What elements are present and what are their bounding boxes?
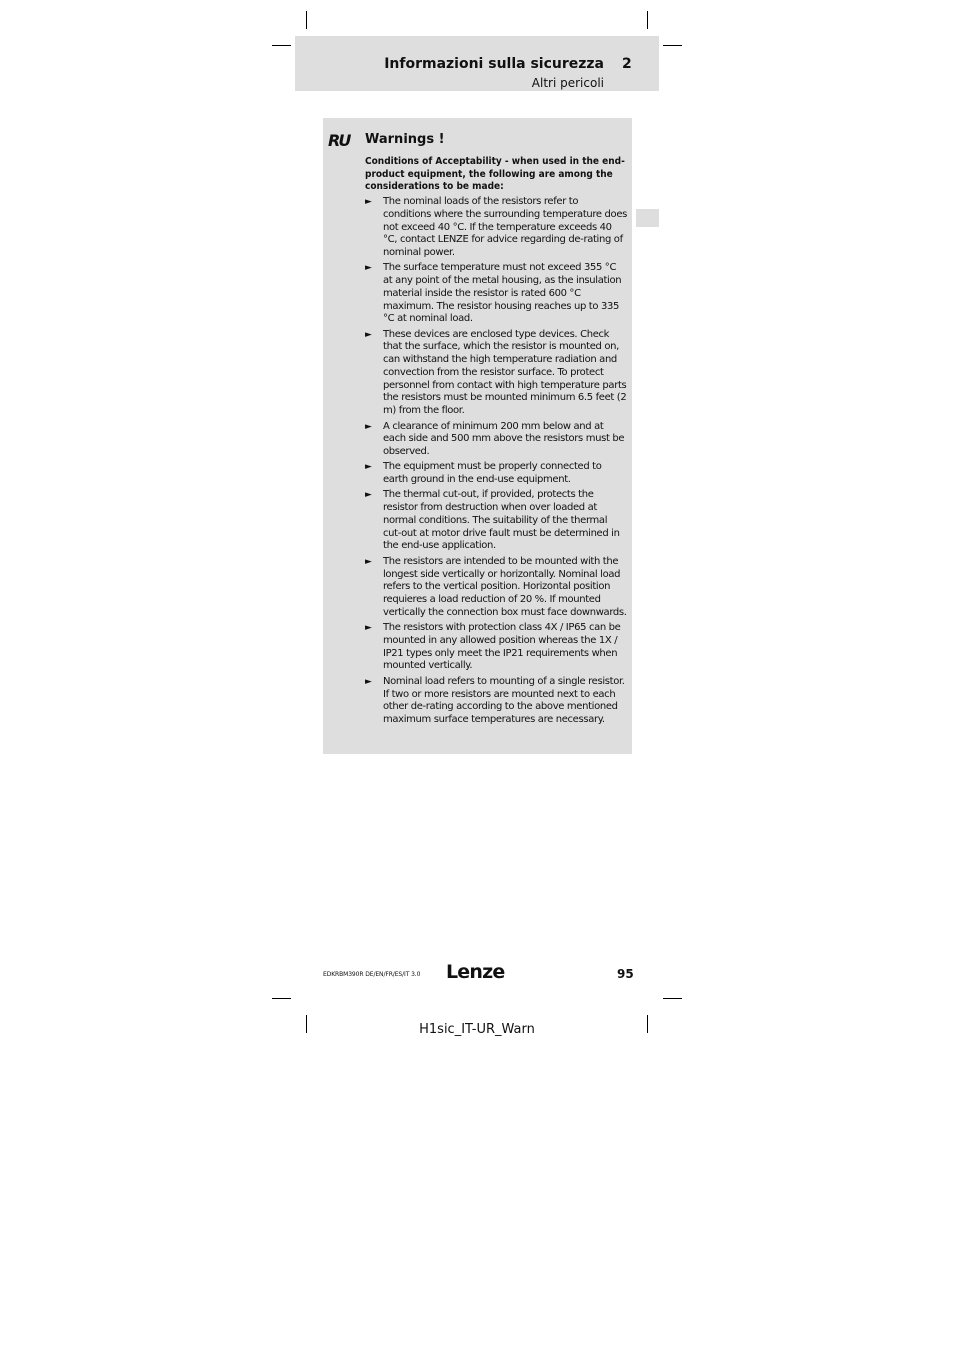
crop-mark-top-left-h (272, 45, 291, 46)
list-item (365, 556, 627, 620)
document-id: EDKRBM390R DE/EN/FR/ES/IT 3.0 (323, 971, 421, 978)
crop-mark-top-right (647, 11, 648, 29)
list-item-text: Nominal load refers to mounting of a single resistor. If two or more resistors are mounted next to each other de-rating according to the above mentioned maximum surface temperatures are necessary. (383, 675, 625, 725)
warning-title: Warnings ! (365, 132, 445, 147)
crop-mark-top-right-h (663, 45, 682, 46)
list-item (365, 329, 627, 418)
list-item (365, 622, 627, 673)
bullet-arrow-icon: ► (365, 490, 372, 501)
list-item-text: The equipment must be properly connected to earth ground in the end-use equipment. (383, 461, 602, 486)
bullet-arrow-icon: ► (365, 329, 372, 340)
list-item (365, 489, 627, 553)
list-item-text: The resistors with protection class 4X / IP65 can be mounted in any allowed position whereas the 1X / IP21 types only meet the IP21 requirements when mounted vertically. (383, 622, 621, 672)
bullet-arrow-icon: ► (365, 676, 372, 687)
page-title: Informazioni sulla sicurezza (384, 56, 604, 72)
chapter-number: 2 (622, 56, 632, 72)
list-item-text: A clearance of minimum 200 mm below and at each side and 500 mm above the resistors must be observed. (383, 420, 625, 458)
list-item (365, 461, 627, 487)
bullet-arrow-icon: ► (365, 462, 372, 473)
bullet-arrow-icon: ► (365, 623, 372, 634)
bullet-arrow-icon: ► (365, 263, 372, 274)
warning-panel (323, 118, 632, 754)
crop-mark-bottom-right-h (663, 998, 682, 999)
crop-mark-bottom-left-h (272, 998, 291, 999)
lenze-logo: Lenze (446, 961, 505, 983)
list-item-text: The nominal loads of the resistors refer to conditions where the surrounding temperature does not exceed 40 °C. If the temperature exceeds 40 °C, contact LENZE for advice regarding de-rating of nominal power. (383, 196, 627, 258)
bullet-arrow-icon: ► (365, 556, 372, 567)
list-item-text: The surface temperature must not exceed 355 °C at any point of the metal housing, as the insulation material inside the resistor is rated 600 °C maximum. The resistor housing reaches up to 335 °C at nominal load. (383, 262, 622, 325)
bullet-arrow-icon: ► (365, 421, 372, 432)
list-item (365, 262, 627, 326)
ul-recognized-icon (328, 131, 352, 149)
page-subtitle: Altri pericoli (531, 76, 604, 90)
chapter-side-tab (636, 209, 659, 227)
page-header (295, 36, 659, 91)
list-item (365, 676, 627, 727)
crop-mark-top-left (306, 11, 307, 29)
list-item (365, 196, 627, 260)
page-label: H1sic_IT-UR_Warn (419, 1022, 535, 1037)
list-item-text: The thermal cut-out, if provided, protects the resistor from destruction when over loaded at normal conditions. The suitability of the thermal cut-out at motor drive fault must be determined in the end-use application. (383, 489, 620, 552)
bullet-arrow-icon: ► (365, 197, 372, 207)
warning-list (365, 196, 627, 729)
list-item-text: The resistors are intended to be mounted with the longest side vertically or horizontally. Nominal load refers to the vertical position. Horizontal position requieres a load reduction of 20 %. If mounted vertically the connection box must face downwards. (383, 555, 627, 618)
svg-text:RU: RU (328, 131, 350, 149)
page-number: 95 (617, 967, 634, 981)
warning-intro: Conditions of Acceptability - when used in the end-product equipment, the following are among the considerations to be made: (365, 156, 625, 193)
list-item-text: These devices are enclosed type devices. Check that the surface, which the resistor is mounted on, can withstand the high temperature radiation and convection from the resistor surface. To protect personnel from contact with high temperature parts the resistors must be mounted minimum 6.5 feet (2 m) from the floor. (383, 328, 627, 417)
list-item (365, 421, 627, 459)
